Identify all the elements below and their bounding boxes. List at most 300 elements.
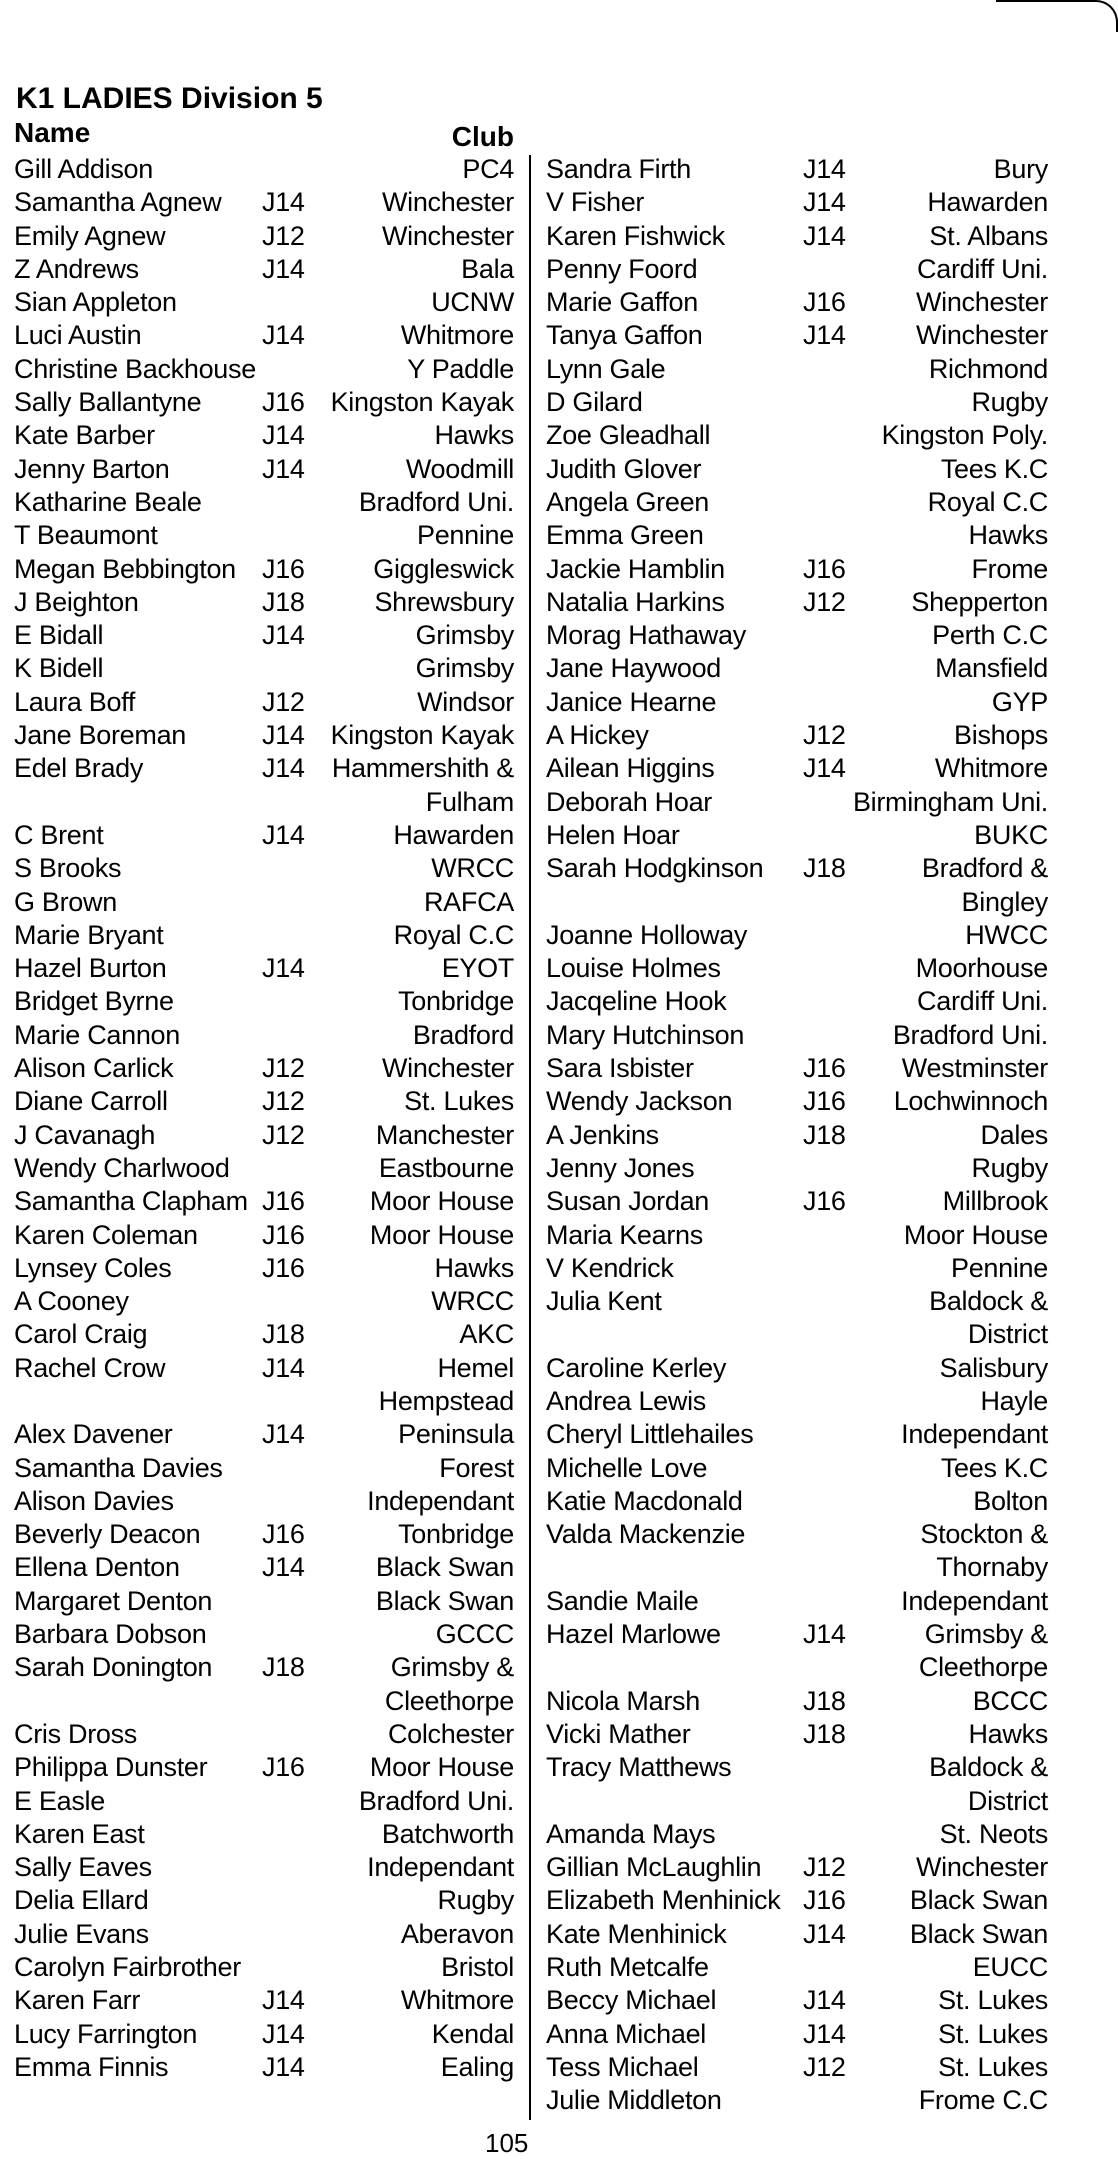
entrant-name: Elizabeth Menhinick: [546, 1885, 781, 1916]
entrant-name: Karen East: [14, 1818, 145, 1849]
junior-class: J14: [262, 620, 305, 651]
entrant-name: V Fisher: [546, 187, 645, 218]
entrant-name: Karen Fishwick: [546, 220, 725, 251]
entrant-name: Jane Haywood: [546, 653, 722, 684]
entrant-name: Wendy Jackson: [546, 1086, 733, 1117]
club-name: Pennine: [417, 520, 514, 551]
entrant-name: Ruth Metcalfe: [546, 1952, 709, 1983]
entrant-name: Valda Mackenzie: [546, 1519, 746, 1550]
entry-row: [546, 1219, 1048, 1252]
club-name: Grimsby: [415, 653, 514, 684]
entrant-name: Lynn Gale: [546, 353, 666, 384]
junior-class: J14: [262, 720, 305, 751]
entry-list-right: [546, 153, 1048, 2118]
junior-class: J14: [803, 154, 846, 184]
junior-class: J14: [262, 320, 305, 351]
entry-row: [14, 919, 514, 952]
entrant-name: Barbara Dobson: [14, 1619, 207, 1650]
entrant-name: Katie Macdonald: [546, 1485, 743, 1516]
entrant-name: Jackie Hamblin: [546, 553, 725, 584]
entry-row: [546, 1485, 1048, 1518]
club-name: Batchworth: [381, 1818, 514, 1849]
club-name: Hawarden: [393, 819, 514, 850]
entrant-name: Diane Carroll: [14, 1086, 168, 1117]
left-column: [14, 113, 514, 2084]
entry-row: [14, 886, 514, 919]
entrant-name: Julie Evans: [14, 1918, 149, 1949]
entry-row: [14, 1518, 514, 1551]
entry-row: [14, 1851, 514, 1884]
entry-row: [546, 652, 1048, 685]
entry-row: [14, 1252, 514, 1285]
entrant-name: Hazel Marlowe: [546, 1619, 721, 1650]
club-name: Hemel: [437, 1352, 514, 1383]
entrant-name: Sally Ballantyne: [14, 387, 202, 418]
entry-row: [546, 1052, 1048, 1085]
junior-class: J14: [803, 2018, 846, 2049]
junior-class: J14: [262, 2051, 305, 2082]
entry-row: [546, 553, 1048, 586]
entry-row: [546, 153, 1048, 186]
junior-class: J14: [803, 753, 846, 784]
entry-row: [546, 519, 1048, 552]
entrant-name: Penny Foord: [546, 253, 698, 284]
entry-row: [14, 819, 514, 852]
junior-class: J14: [262, 2018, 305, 2049]
club-name: Hawks: [434, 1252, 514, 1283]
entry-row: [546, 719, 1048, 752]
entrant-name: K Bidell: [14, 653, 104, 684]
entrant-name: Amanda Mays: [546, 1818, 716, 1849]
junior-class: J18: [262, 586, 305, 617]
entrant-name: Sian Appleton: [14, 287, 177, 318]
entrant-name: S Brooks: [14, 853, 122, 884]
entrant-name: Jane Boreman: [14, 720, 187, 751]
club-name: Tonbridge: [398, 1519, 514, 1550]
entrant-name: C Brent: [14, 819, 104, 850]
junior-class: J14: [262, 819, 305, 850]
club-name: Kingston Kayak: [330, 387, 514, 418]
entry-row: [14, 1551, 514, 1584]
entry-row: [14, 186, 514, 219]
club-name: WRCC: [431, 853, 514, 884]
entry-row: [546, 619, 1048, 652]
club-name: Bristol: [441, 1952, 514, 1983]
entrant-name: Zoe Gleadhall: [546, 420, 711, 451]
entrant-name: Mary Hutchinson: [546, 1019, 745, 1050]
entrant-name: Marie Gaffon: [546, 287, 698, 318]
club-name: Hawks: [434, 420, 514, 451]
entrant-name: Sally Eaves: [14, 1852, 152, 1883]
club-name: BUKC: [974, 819, 1048, 850]
entrant-name: Tracy Matthews: [546, 1752, 732, 1783]
entrant-name: Karen Coleman: [14, 1219, 198, 1250]
entry-list-left: [14, 153, 514, 2084]
club-name: Black Swan: [375, 1552, 514, 1583]
entrant-name: Marie Cannon: [14, 1019, 180, 1050]
entrant-name: Luci Austin: [14, 320, 142, 351]
entrant-name: T Beaumont: [14, 520, 158, 551]
junior-class: J16: [803, 1885, 846, 1916]
club-name: Hammershith &: [331, 753, 514, 784]
club-name: HWCC: [965, 919, 1048, 950]
entry-row: [14, 586, 514, 619]
entry-row: [546, 786, 1048, 819]
junior-class: J14: [262, 1985, 305, 2016]
entry-row: [14, 1185, 514, 1218]
entry-row: [14, 1751, 514, 1784]
entrant-name: Emma Green: [546, 520, 704, 551]
entry-row: [546, 2051, 1048, 2084]
club-name: Windsor: [417, 686, 514, 717]
entry-row: [14, 1818, 514, 1851]
entry-row: [14, 386, 514, 419]
entry-row: [14, 1219, 514, 1252]
club-name: Hawarden: [927, 187, 1048, 218]
entry-row: [14, 453, 514, 486]
entry-row: [546, 1418, 1048, 1451]
club-name: Moor House: [369, 1186, 514, 1217]
entry-row: [546, 1385, 1048, 1418]
club-name: Y Paddle: [407, 353, 514, 384]
club-name: Independant: [901, 1585, 1048, 1616]
entrant-name: Samantha Clapham: [14, 1186, 248, 1217]
entrant-name: Angela Green: [546, 486, 710, 517]
club-name: Frome C.C: [918, 2085, 1048, 2116]
entrant-name: Ellena Denton: [14, 1552, 180, 1583]
club-name: Ealing: [440, 2051, 514, 2082]
entry-row: [546, 819, 1048, 852]
club-header: Club: [451, 121, 514, 152]
club-name: Mansfield: [935, 653, 1048, 684]
club-name: Cardiff Uni.: [917, 986, 1048, 1017]
club-name: Hawks: [968, 520, 1048, 551]
club-name: St. Lukes: [938, 1985, 1048, 2016]
entrant-name: Maria Kearns: [546, 1219, 703, 1250]
club-name: WRCC: [431, 1286, 514, 1317]
club-name: PC4: [462, 154, 514, 184]
junior-class: J16: [803, 287, 846, 318]
entry-row: [546, 1019, 1048, 1052]
entry-row: [14, 353, 514, 386]
club-name: Baldock &: [929, 1286, 1048, 1317]
club-name: Black Swan: [375, 1585, 514, 1616]
entry-row: [546, 1152, 1048, 1185]
entry-row: [546, 1318, 1048, 1351]
entrant-name: Marie Bryant: [14, 919, 164, 950]
club-name: Independant: [367, 1852, 514, 1883]
entrant-name: Sarah Donington: [14, 1652, 213, 1683]
junior-class: J16: [262, 553, 305, 584]
club-name: Winchester: [381, 220, 514, 251]
club-name: Royal C.C: [393, 919, 514, 950]
club-name: Winchester: [915, 1852, 1048, 1883]
entrant-name: Helen Hoar: [546, 819, 680, 850]
entry-row: [14, 286, 514, 319]
right-column: [546, 153, 1048, 2118]
entry-row: [14, 1019, 514, 1052]
junior-class: J14: [262, 453, 305, 484]
entry-row: [546, 1119, 1048, 1152]
entrant-name: Michelle Love: [546, 1452, 708, 1483]
entrant-name: Tess Michael: [546, 2051, 699, 2082]
club-name: St. Lukes: [404, 1086, 514, 1117]
junior-class: J16: [803, 553, 846, 584]
name-header: Name: [14, 117, 91, 148]
junior-class: J14: [262, 420, 305, 451]
entrant-name: Edel Brady: [14, 753, 144, 784]
club-name: Moorhouse: [915, 953, 1048, 984]
club-name: Colchester: [387, 1718, 514, 1749]
entrant-name: Gillian McLaughlin: [546, 1852, 762, 1883]
entry-row: [14, 1452, 514, 1485]
entrant-name: Z Andrews: [14, 253, 139, 284]
entry-row: [546, 919, 1048, 952]
club-name: St. Albans: [929, 220, 1048, 251]
club-name: Moor House: [369, 1752, 514, 1783]
entry-row: [546, 419, 1048, 452]
junior-class: J12: [803, 2051, 846, 2082]
entrant-name: Emily Agnew: [14, 220, 166, 251]
entry-row: [14, 752, 514, 785]
junior-class: J14: [262, 187, 305, 218]
junior-class: J12: [803, 586, 846, 617]
club-name: Kingston Poly.: [881, 420, 1048, 451]
club-name: Shrewsbury: [374, 586, 514, 617]
entry-row: [546, 1551, 1048, 1584]
club-name: Independant: [901, 1419, 1048, 1450]
junior-class: J14: [803, 1619, 846, 1650]
entrant-name: Nicola Marsh: [546, 1685, 700, 1716]
junior-class: J12: [803, 1852, 846, 1883]
junior-class: J16: [262, 1752, 305, 1783]
entry-row: [546, 353, 1048, 386]
club-name: Winchester: [915, 320, 1048, 351]
club-name: Forest: [439, 1452, 514, 1483]
entry-row: [14, 786, 514, 819]
junior-class: J14: [262, 753, 305, 784]
club-name: Royal C.C: [927, 486, 1048, 517]
entrant-name: Lynsey Coles: [14, 1252, 172, 1283]
entry-row: [14, 852, 514, 885]
club-name: Baldock &: [929, 1752, 1048, 1783]
club-name: Westminster: [901, 1053, 1048, 1084]
entry-row: [546, 1984, 1048, 2017]
entrant-name: Sarah Hodgkinson: [546, 853, 764, 884]
entrant-name: Janice Hearne: [546, 686, 717, 717]
junior-class: J16: [262, 387, 305, 418]
entrant-name: A Cooney: [14, 1286, 129, 1317]
club-name: Bolton: [973, 1485, 1048, 1516]
entry-row: [546, 985, 1048, 1018]
entry-row: [546, 952, 1048, 985]
entrant-name: E Easle: [14, 1785, 105, 1816]
entrant-name: V Kendrick: [546, 1252, 674, 1283]
entrant-name: Julie Middleton: [546, 2085, 722, 2116]
entrant-name: Katharine Beale: [14, 486, 202, 517]
entrant-name: Rachel Crow: [14, 1352, 166, 1383]
column-header: [14, 113, 514, 153]
entry-row: [14, 486, 514, 519]
club-name: Millbrook: [942, 1186, 1048, 1217]
entry-row: [14, 253, 514, 286]
entry-row: [14, 1285, 514, 1318]
club-name: Winchester: [381, 187, 514, 218]
entrant-name: Laura Boff: [14, 686, 136, 717]
entry-row: [14, 1585, 514, 1618]
club-name: Kingston Kayak: [330, 720, 514, 751]
junior-class: J14: [262, 253, 305, 284]
entrant-name: Kate Menhinick: [546, 1918, 727, 1949]
club-name: Tonbridge: [398, 986, 514, 1017]
club-name: Bingley: [961, 886, 1048, 917]
club-name: Salisbury: [939, 1352, 1048, 1383]
club-name: Whitmore: [934, 753, 1048, 784]
club-name: Moor House: [903, 1219, 1048, 1250]
entry-row: [14, 719, 514, 752]
entry-row: [14, 1119, 514, 1152]
club-name: Grimsby &: [924, 1619, 1048, 1650]
club-name: Dales: [980, 1119, 1048, 1150]
club-name: Whitmore: [400, 1985, 514, 2016]
page-number: 105: [485, 2128, 529, 2158]
club-name: Tees K.C: [940, 1452, 1048, 1483]
entry-row: [546, 453, 1048, 486]
entrant-name: Margaret Denton: [14, 1585, 213, 1616]
club-name: GYP: [991, 686, 1048, 717]
entrant-name: Julia Kent: [546, 1286, 662, 1317]
junior-class: J14: [262, 953, 305, 984]
entry-row: [546, 1951, 1048, 1984]
club-name: Peninsula: [398, 1419, 514, 1450]
club-name: Birmingham Uni.: [852, 786, 1048, 817]
page-title: K1 LADIES Division 5: [16, 82, 323, 115]
entrant-name: A Jenkins: [546, 1119, 659, 1150]
entry-row: [14, 2051, 514, 2084]
club-name: Black Swan: [909, 1885, 1048, 1916]
club-name: EYOT: [441, 953, 514, 984]
entrant-name: Samantha Agnew: [14, 187, 222, 218]
club-name: Cleethorpe: [384, 1685, 514, 1716]
entry-row: [14, 1918, 514, 1951]
entry-row: [546, 752, 1048, 785]
entry-row: [14, 1884, 514, 1917]
club-name: Manchester: [375, 1119, 514, 1150]
club-name: Grimsby: [415, 620, 514, 651]
entrant-name: G Brown: [14, 886, 117, 917]
entry-row: [546, 286, 1048, 319]
entry-row: [14, 686, 514, 719]
entrant-name: Jenny Jones: [546, 1152, 695, 1183]
entry-row: [14, 1718, 514, 1751]
entry-row: [546, 486, 1048, 519]
club-name: Eastbourne: [378, 1152, 514, 1183]
entry-row: [546, 886, 1048, 919]
entry-row: [14, 319, 514, 352]
entrant-name: Louise Holmes: [546, 953, 721, 984]
club-name: Shepperton: [911, 586, 1048, 617]
junior-class: J18: [262, 1319, 305, 1350]
entrant-name: Gill Addison: [14, 154, 153, 184]
entrant-name: Joanne Holloway: [546, 919, 748, 950]
entrant-name: Hazel Burton: [14, 953, 167, 984]
entrant-name: Judith Glover: [546, 453, 702, 484]
club-name: Lochwinnoch: [893, 1086, 1048, 1117]
junior-class: J18: [262, 1652, 305, 1683]
club-name: St. Lukes: [938, 2051, 1048, 2082]
club-name: Richmond: [928, 353, 1048, 384]
entrant-name: D Gilard: [546, 387, 643, 418]
junior-class: J14: [803, 1918, 846, 1949]
entry-row: [546, 1285, 1048, 1318]
entry-row: [546, 1884, 1048, 1917]
junior-class: J14: [803, 220, 846, 251]
club-name: Pennine: [951, 1252, 1048, 1283]
junior-class: J14: [262, 1552, 305, 1583]
junior-class: J16: [803, 1053, 846, 1084]
entry-row: [546, 1452, 1048, 1485]
junior-class: J16: [262, 1252, 305, 1283]
entry-row: [14, 553, 514, 586]
page-corner: [996, 0, 1118, 32]
club-name: Bury: [993, 154, 1048, 184]
entry-row: [14, 1685, 514, 1718]
entrant-name: Karen Farr: [14, 1985, 141, 2016]
club-name: Bradford Uni.: [358, 486, 514, 517]
entry-row: [14, 1984, 514, 2017]
club-name: Rugby: [971, 387, 1048, 418]
entrant-name: Wendy Charlwood: [14, 1152, 230, 1183]
club-name: Frome: [971, 553, 1048, 584]
club-name: Bradford &: [921, 853, 1048, 884]
entry-row: [546, 852, 1048, 885]
club-name: Winchester: [915, 287, 1048, 318]
entry-row: [546, 253, 1048, 286]
junior-class: J12: [262, 1086, 305, 1117]
entry-row: [546, 186, 1048, 219]
club-name: Bishops: [954, 720, 1048, 751]
club-name: Whitmore: [400, 320, 514, 351]
entry-row: [546, 1618, 1048, 1651]
junior-class: J14: [262, 1419, 305, 1450]
entry-row: [14, 1651, 514, 1684]
club-name: EUCC: [972, 1952, 1048, 1983]
club-name: GCCC: [435, 1619, 514, 1650]
entry-row: [14, 1352, 514, 1385]
junior-class: J16: [803, 1186, 846, 1217]
entry-row: [546, 1851, 1048, 1884]
entry-row: [546, 1718, 1048, 1751]
entrant-name: Natalia Harkins: [546, 586, 725, 617]
entrant-name: Delia Ellard: [14, 1885, 149, 1916]
club-name: Perth C.C: [932, 620, 1048, 651]
entry-row: [546, 1651, 1048, 1684]
club-name: Stockton &: [920, 1519, 1048, 1550]
entrant-name: Ailean Higgins: [546, 753, 715, 784]
entrant-name: Deborah Hoar: [546, 786, 712, 817]
junior-class: J16: [262, 1186, 305, 1217]
entrant-name: Beverly Deacon: [14, 1519, 201, 1550]
entrant-name: Christine Backhouse: [14, 353, 256, 384]
club-name: Kendal: [431, 2018, 514, 2049]
entrant-name: Sandie Maile: [546, 1585, 699, 1616]
entry-row: [546, 386, 1048, 419]
club-name: Moor House: [369, 1219, 514, 1250]
entrant-name: Beccy Michael: [546, 1985, 717, 2016]
entry-row: [546, 319, 1048, 352]
junior-class: J18: [803, 853, 846, 884]
column-divider: [529, 155, 531, 2120]
